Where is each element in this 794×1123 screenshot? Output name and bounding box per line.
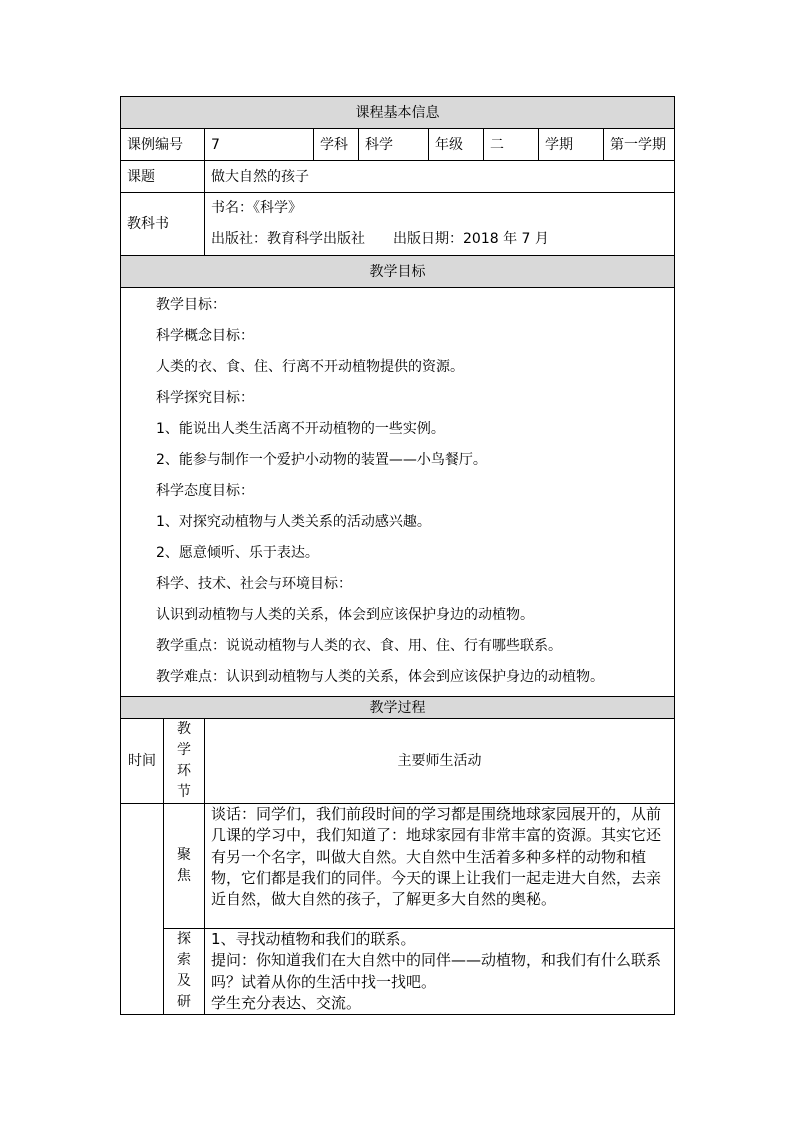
subject-value: 科学 (359, 129, 429, 161)
grade-value: 二 (484, 129, 539, 161)
activity-column-header: 主要师生活动 (205, 719, 675, 804)
activity-paragraph: 学生充分表达、交流。 (211, 993, 362, 1012)
stage-focus (164, 804, 205, 929)
case-no-label: 课例编号 (121, 129, 205, 161)
goal-line: 2、能参与制作一个爱护小动物的装置——小鸟餐厅。 (156, 452, 487, 468)
term-label: 学期 (539, 129, 604, 161)
stage-char: 焦 (177, 868, 191, 884)
goal-line: 教学难点：认识到动植物与人类的关系，体会到应该保护身边的动植物。 (156, 669, 604, 685)
stage-column-header (164, 719, 205, 804)
goal-line: 人类的衣、食、住、行离不开动植物提供的资源。 (156, 359, 464, 375)
goal-line: 2、愿意倾听、乐于表达。 (156, 545, 319, 561)
activity-paragraph: 谈话：同学们，我们前段时间的学习都是围绕地球家园展开的，从前几课的学习中，我们知道了：地球家园有非常丰富的资源。其实它还有另一个名字，叫做大自然。大自然中生活着多种多样的动物和植物，它们都是我们的同伴。今天的课上让我们一起走进大自然，去亲近自然，做大自然的孩子，了解更多大自然的奥秘。 (211, 805, 662, 909)
stage-char: 聚 (177, 847, 191, 863)
time-cell (121, 804, 164, 1015)
subject-label: 学科 (314, 129, 359, 161)
stage-header-char: 环 (177, 763, 191, 779)
process-header: 教学过程 (121, 697, 675, 719)
textbook-label: 教科书 (121, 193, 205, 256)
stage-header-char: 学 (177, 742, 191, 758)
goal-line: 1、对探究动植物与人类关系的活动感兴趣。 (156, 514, 431, 530)
term-value: 第一学期 (604, 129, 675, 161)
activity-paragraph: 1、寻找动植物和我们的联系。 (211, 930, 416, 948)
activity-explore (205, 929, 675, 1015)
goal-line: 科学探究目标： (156, 390, 254, 406)
basic-info-header: 课程基本信息 (121, 97, 675, 129)
time-column-header: 时间 (121, 719, 164, 804)
publisher-line: 出版社：教育科学出版社 出版日期：2018 年 7 月 (211, 231, 549, 247)
topic-value: 做大自然的孩子 (205, 161, 675, 193)
grade-label: 年级 (429, 129, 484, 161)
stage-char: 及 (177, 973, 191, 989)
stage-header-char: 节 (177, 784, 191, 800)
activity-focus (205, 804, 675, 929)
stage-char: 探 (177, 931, 191, 947)
book-name: 书名：《科学》 (211, 200, 302, 216)
case-no-value: 7 (205, 129, 314, 161)
goal-line: 教学重点：说说动植物与人类的衣、食、用、住、行有哪些联系。 (156, 638, 562, 654)
topic-label: 课题 (121, 161, 205, 193)
stage-header-char: 教 (177, 721, 191, 737)
lesson-plan-page (120, 96, 674, 1015)
goal-line: 教学目标： (156, 297, 226, 313)
stage-char: 索 (177, 952, 191, 968)
goals-header: 教学目标 (121, 256, 675, 288)
goal-line: 科学、技术、社会与环境目标： (156, 576, 352, 592)
goal-line: 科学态度目标： (156, 483, 254, 499)
lesson-plan-table (120, 96, 675, 1015)
stage-explore (164, 929, 205, 1015)
textbook-cell (205, 193, 675, 256)
goal-line: 科学概念目标： (156, 328, 254, 344)
goals-body (121, 288, 675, 697)
goal-line: 认识到动植物与人类的关系，体会到应该保护身边的动植物。 (156, 607, 534, 623)
activity-paragraph: 提问：你知道我们在大自然中的同伴——动植物，和我们有什么联系吗？试着从你的生活中找一找吧。 (211, 951, 662, 991)
stage-char: 研 (177, 994, 191, 1010)
goal-line: 1、能说出人类生活离不开动植物的一些实例。 (156, 421, 445, 437)
